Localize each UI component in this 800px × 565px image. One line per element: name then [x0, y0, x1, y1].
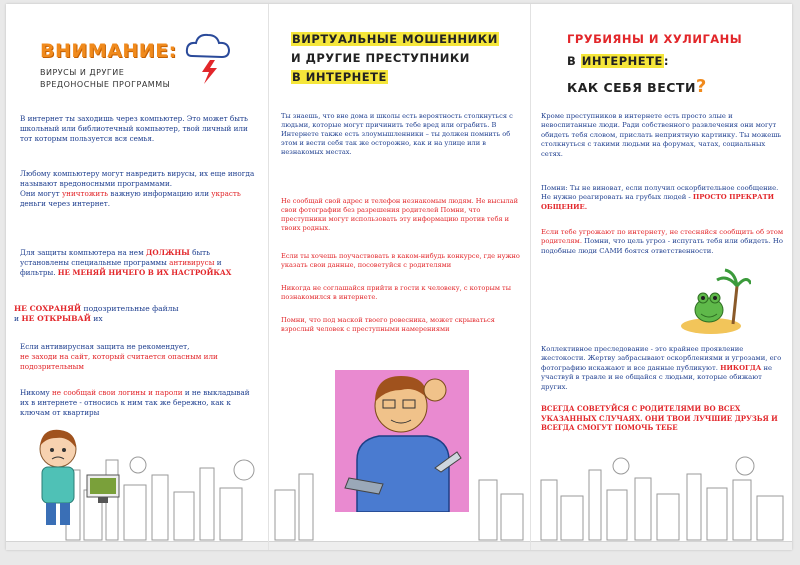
- computer-illustration: [86, 474, 120, 504]
- bullies-title-2: В ИНТЕРНЕТЕ:: [567, 54, 669, 68]
- bullies-para-threats: Если тебе угрожают по интернету, не стесняйся сообщить об этом родителям. Помни, что цель угроз - испугать тебя или обидеть. Но подобные люди САМИ боятся ответственности.: [541, 228, 784, 255]
- bullies-para-intro: Кроме преступников в интернете есть просто злые и невоспитанные люди. Ради собственного развлечения они могут обидеть тебя словом, прислать неприятную картинку. Ты можешь столкнуться с такими людьми на форумах, чатах, социальных сетях.: [541, 112, 782, 158]
- bullies-para-collective: Коллективное преследование - это крайнее проявление жестокости. Жертву забрасывают оскорблениями и угрозами, его фотографию искажают и все данные публикуют. НИКОГДА не участвуй в травле и не общайся с людьми, которые обижают других.: [541, 345, 782, 391]
- fraudsters-para-intro: Ты знаешь, что вне дома и школы есть вероятность столкнуться с людьми, которые могут причинить тебе вред или ограбить. В Интернете также есть злоумышленники – ты должен помнить об этом и вести себя так же осторожно, как и на улице или в незнакомых местах.: [281, 112, 513, 157]
- column-bullies: [530, 4, 792, 550]
- column-fraudsters: [268, 4, 531, 550]
- frog-island-illustration: [679, 266, 751, 336]
- city-illustration: [531, 430, 792, 550]
- viruses-subtitle-2: ВРЕДОНОСНЫЕ ПРОГРАММЫ: [40, 80, 171, 89]
- column-viruses: [6, 4, 268, 550]
- fraudsters-title-2: И ДРУГИЕ ПРЕСТУПНИКИ: [291, 51, 470, 65]
- fraudsters-para-visit: Никогда не соглашайся прийти в гости к человеку, с которым ты познакомился в интернете.: [281, 284, 511, 302]
- bullies-title-3: КАК СЕБЯ ВЕСТИ?: [567, 76, 707, 97]
- boy-illustration: [28, 424, 88, 529]
- fraudsters-para-contest: Если ты хочешь поучаствовать в каком-нибудь конкурсе, где нужно указать свои данные, посоветуйся с родителями: [281, 252, 520, 270]
- fraudsters-para-address: Не сообщай свой адрес и телефон незнакомым людям. Не высылай свои фотографии без разрешения родителей Помни, что преступники могут использовать эту информацию против тебя и твоих родных.: [281, 197, 518, 233]
- viruses-para-passwords: Никому не сообщай свои логины и пароли и не выкладывай их в интернете - относись к ним так же бережно, как к ключам от квартиры: [20, 388, 250, 417]
- viruses-para-antivirus: Если антивирусная защита не рекомендует, не заходи на сайт, который считается опасным или подозрительным: [20, 342, 218, 371]
- viruses-para-harm: Любому компьютеру могут навредить вирусы, их еще иногда называют вредоносными программами. Они могут уничтожить важную информацию или украсть деньги через интернет.: [20, 169, 255, 208]
- bullies-para-advice: ВСЕГДА СОВЕТУЙСЯ С РОДИТЕЛЯМИ ВО ВСЕХ УКАЗАННЫХ СЛУЧАЯХ. ОНИ ТВОИ ЛУЧШИЕ ДРУЗЬЯ И ВСЕГДА СМОГУТ ПОМОЧЬ ТЕБЕ: [541, 404, 778, 433]
- bullies-title-1: ГРУБИЯНЫ И ХУЛИГАНЫ: [567, 32, 743, 46]
- city-illustration: [269, 430, 531, 550]
- brochure-sheet: [6, 4, 792, 550]
- storm-cloud-icon: [184, 26, 234, 86]
- viruses-para-files: НЕ СОХРАНЯЙ подозрительные файлы и НЕ ОТКРЫВАЙ их: [14, 304, 179, 324]
- fraudsters-title-1: ВИРТУАЛЬНЫЕ МОШЕННИКИ: [292, 32, 498, 46]
- viruses-para-protection: Для защиты компьютера на нем ДОЛЖНЫ быть установлены специальные программы антивирусы и фильтры. НЕ МЕНЯЙ НИЧЕГО В ИХ НАСТРОЙКАХ: [20, 248, 232, 277]
- viruses-para-intro: В интернет ты заходишь через компьютер. Это может быть школьный или библиотечный компьютер, твой личный или тот которым пользуется вся семья.: [20, 114, 248, 143]
- bullies-para-remember: Помни: Ты не виноват, если получил оскорбительное сообщение. Не нужно реагировать на грубых людей - ПРОСТО ПРЕКРАТИ ОБЩЕНИЕ.: [541, 184, 779, 211]
- viruses-subtitle-1: ВИРУСЫ И ДРУГИЕ: [40, 68, 125, 77]
- fraudsters-title-3: В ИНТЕРНЕТЕ: [292, 70, 387, 84]
- viruses-title: ВНИМАНИЕ:: [40, 40, 177, 62]
- fraudsters-para-mask: Помни, что под маской твоего ровесника, может скрываться взрослый человек с преступными намерениями: [281, 316, 495, 334]
